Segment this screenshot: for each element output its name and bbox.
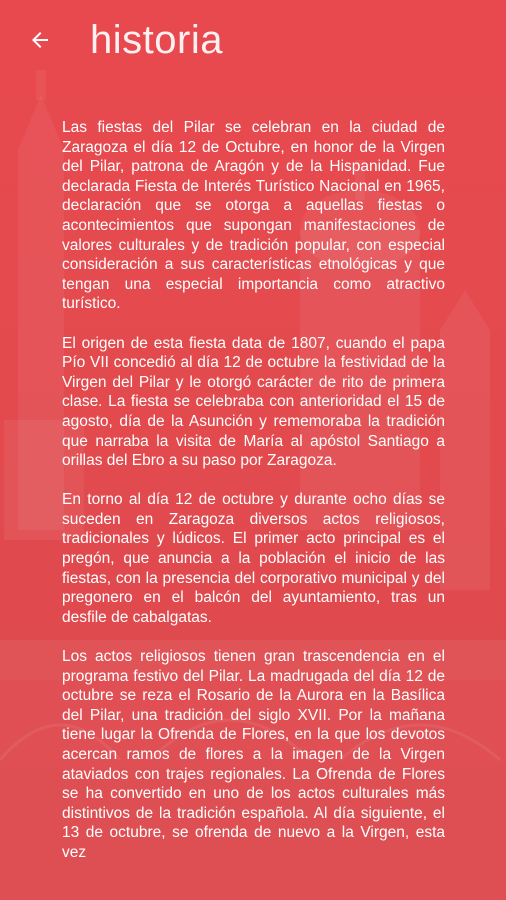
history-text	[62, 118, 445, 882]
page-title: historia	[90, 17, 223, 62]
app-bar	[0, 0, 506, 80]
paragraph-4: Los actos religiosos tienen gran trascendencia en el programa festivo del Pilar. La madrugada del día 12 de octubre se reza el Rosario de la Aurora en la Basílica del Pilar, una tradición del siglo XVII. Por la mañana tiene lugar la Ofrenda de Flores, en la que los devotos acercan ramos de flores a la imagen de la Virgen ataviados con trajes regionales. La Ofrenda de Flores se ha convertido en uno de los actos culturales más distintivos de la tradición española. Al día siguiente, el 13 de octubre, se ofrenda de nuevo a la Virgen, esta vez	[62, 648, 445, 861]
back-button[interactable]	[20, 20, 60, 60]
paragraph-3: En torno al día 12 de octubre y durante ocho días se suceden en Zaragoza diversos actos religiosos, tradicionales y lúdicos. El primer acto principal es el pregón, que anuncia a la población el inicio de las fiestas, con la presencia del corporativo municipal y del pregonero en el balcón del ayuntamiento, tras un desfile de cabalgatas.	[62, 491, 445, 626]
paragraph-1: Las fiestas del Pilar se celebran en la ciudad de Zaragoza el día 12 de Octubre, en honor de la Virgen del Pilar, patrona de Aragón y de la Hispanidad. Fue declarada Fiesta de Interés Turístico Nacional en 1965, declaración que se otorga a aquellas fiestas o acontecimientos que supongan manifestaciones de valores culturales y de tradición popular, con especial consideración a sus características etnológicas y que tengan una especial importancia como atractivo turístico.	[62, 119, 445, 313]
paragraph-2: El origen de esta fiesta data de 1807, cuando el papa Pío VII concedió al día 12 de octubre la festividad de la Virgen del Pilar y le otorgó carácter de rito de primera clase. La fiesta se celebraba con anterioridad el 15 de agosto, día de la Asunción y rememoraba la tradición que narraba la visita de María al apóstol Santiago a orillas del Ebro a su paso por Zaragoza.	[62, 334, 445, 470]
arrow-left-icon	[28, 28, 52, 52]
